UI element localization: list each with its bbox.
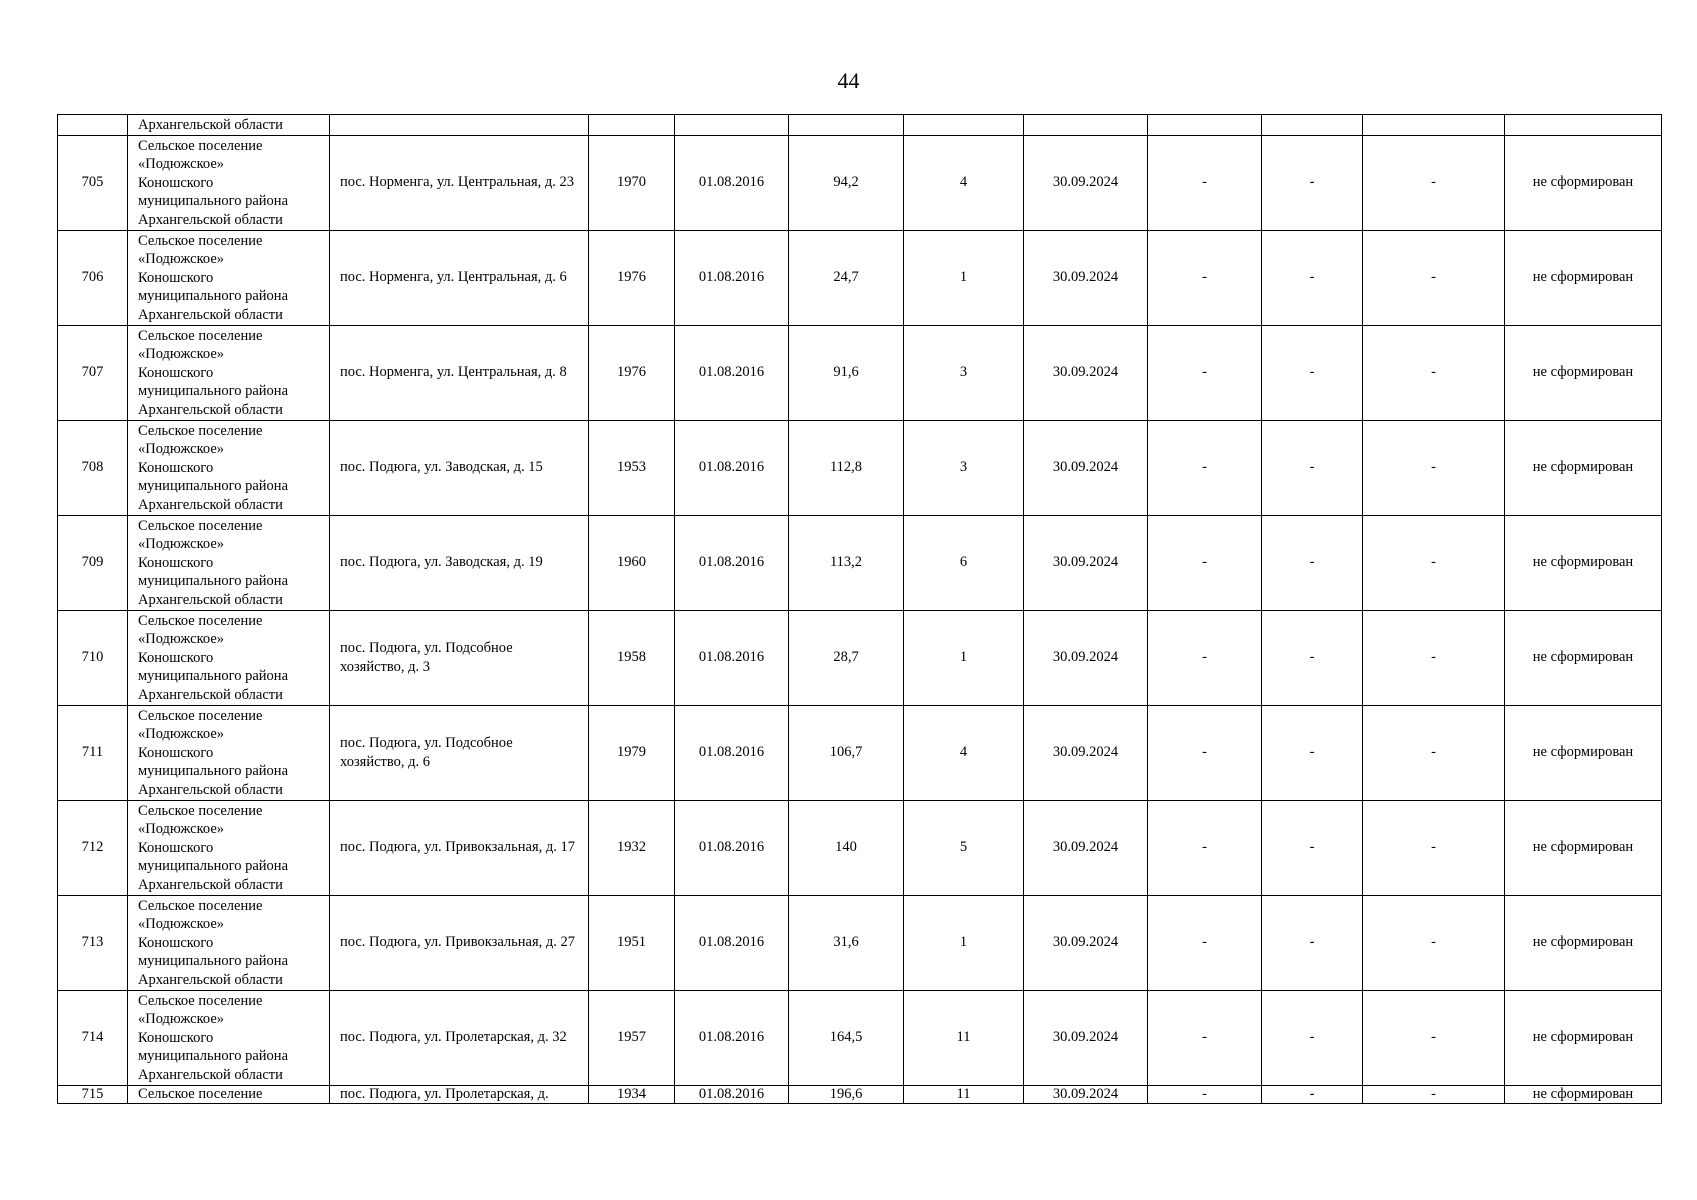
cell-col-11: - bbox=[1363, 325, 1505, 420]
cell-date: 01.08.2016 bbox=[675, 420, 789, 515]
cell-residents: 11 bbox=[904, 990, 1024, 1085]
owner-line: Сельское поселение bbox=[138, 612, 263, 629]
cell-year: 1976 bbox=[589, 325, 675, 420]
owner-line: «Подюжское» bbox=[138, 916, 225, 933]
cell-number: 712 bbox=[58, 800, 128, 895]
cell-col-9: - bbox=[1148, 135, 1262, 230]
cell-deadline: 30.09.2024 bbox=[1024, 420, 1148, 515]
cell-col-11: - bbox=[1363, 135, 1505, 230]
page-number: 44 bbox=[837, 68, 860, 93]
cell-date: 01.08.2016 bbox=[675, 1085, 789, 1103]
cell-number: 710 bbox=[58, 610, 128, 705]
cell-deadline: 30.09.2024 bbox=[1024, 1085, 1148, 1103]
table-row bbox=[58, 325, 1662, 420]
owner-line: Коношского bbox=[138, 554, 214, 571]
owner-line: муниципального района bbox=[138, 383, 288, 400]
owner-line: Архангельской области bbox=[138, 401, 283, 418]
cell-residents bbox=[904, 115, 1024, 136]
cell-col-10: - bbox=[1262, 420, 1363, 515]
cell-col-10: - bbox=[1262, 325, 1363, 420]
cell-area: 196,6 bbox=[789, 1085, 904, 1103]
cell-address: пос. Подюга, ул. Подсобное хозяйство, д. 6 bbox=[330, 705, 589, 800]
cell-residents: 5 bbox=[904, 800, 1024, 895]
cell-year bbox=[589, 115, 675, 136]
cell-status: не сформирован bbox=[1505, 895, 1662, 990]
owner-line: муниципального района bbox=[138, 193, 288, 210]
owner-line: Сельское поселение bbox=[138, 897, 263, 914]
cell-col-11: - bbox=[1363, 1085, 1505, 1103]
owner-line: Архангельской области bbox=[138, 876, 283, 893]
table-row bbox=[58, 895, 1662, 990]
cell-number: 706 bbox=[58, 230, 128, 325]
owner-line: Коношского bbox=[138, 174, 214, 191]
continued-row bbox=[58, 115, 1662, 136]
cell-owner bbox=[128, 230, 330, 325]
cell-address: пос. Подюга, ул. Привокзальная, д. 27 bbox=[330, 895, 589, 990]
cell-area: 140 bbox=[789, 800, 904, 895]
cell-year: 1960 bbox=[589, 515, 675, 610]
owner-line: Сельское поселение bbox=[138, 232, 263, 249]
cell-residents: 1 bbox=[904, 230, 1024, 325]
cell-address: пос. Подюга, ул. Подсобное хозяйство, д. 3 bbox=[330, 610, 589, 705]
table-row bbox=[58, 800, 1662, 895]
owner-line: Сельское поселение bbox=[138, 802, 263, 819]
cell-owner bbox=[128, 800, 330, 895]
cell-residents: 6 bbox=[904, 515, 1024, 610]
cell-number: 711 bbox=[58, 705, 128, 800]
cell-col-10: - bbox=[1262, 990, 1363, 1085]
cell-col-9: - bbox=[1148, 325, 1262, 420]
cell-status bbox=[1505, 115, 1662, 136]
cell-address: пос. Подюга, ул. Привокзальная, д. 17 bbox=[330, 800, 589, 895]
cell-owner: Сельское поселение bbox=[128, 1085, 330, 1103]
cell-address: пос. Норменга, ул. Центральная, д. 6 bbox=[330, 230, 589, 325]
cell-date: 01.08.2016 bbox=[675, 230, 789, 325]
cell-address: пос. Подюга, ул. Пролетарская, д. bbox=[330, 1085, 589, 1103]
cell-residents: 1 bbox=[904, 610, 1024, 705]
cell-col-10: - bbox=[1262, 895, 1363, 990]
cell-col-9 bbox=[1148, 115, 1262, 136]
cell-area: 94,2 bbox=[789, 135, 904, 230]
owner-line: Сельское поселение bbox=[138, 517, 263, 534]
cell-area: 91,6 bbox=[789, 325, 904, 420]
cell-col-10: - bbox=[1262, 800, 1363, 895]
cell-status: не сформирован bbox=[1505, 610, 1662, 705]
cell-status: не сформирован bbox=[1505, 420, 1662, 515]
owner-line: муниципального района bbox=[138, 953, 288, 970]
owner-line: «Подюжское» bbox=[138, 251, 225, 268]
owner-line: муниципального района bbox=[138, 763, 288, 780]
cell-deadline: 30.09.2024 bbox=[1024, 800, 1148, 895]
cell-date: 01.08.2016 bbox=[675, 705, 789, 800]
cell-col-10 bbox=[1262, 115, 1363, 136]
cell-area: 112,8 bbox=[789, 420, 904, 515]
owner-line: Коношского bbox=[138, 649, 214, 666]
cell-deadline: 30.09.2024 bbox=[1024, 705, 1148, 800]
cell-area: 31,6 bbox=[789, 895, 904, 990]
cell-deadline bbox=[1024, 115, 1148, 136]
cell-status: не сформирован bbox=[1505, 325, 1662, 420]
cell-col-10: - bbox=[1262, 230, 1363, 325]
cell-area: 106,7 bbox=[789, 705, 904, 800]
cell-address: пос. Подюга, ул. Заводская, д. 19 bbox=[330, 515, 589, 610]
cell-year: 1970 bbox=[589, 135, 675, 230]
cell-col-11 bbox=[1363, 115, 1505, 136]
cell-deadline: 30.09.2024 bbox=[1024, 230, 1148, 325]
cell-owner bbox=[128, 990, 330, 1085]
owner-line: Коношского bbox=[138, 459, 214, 476]
cell-deadline: 30.09.2024 bbox=[1024, 325, 1148, 420]
cell-col-11: - bbox=[1363, 990, 1505, 1085]
cell-col-10: - bbox=[1262, 135, 1363, 230]
cell-col-9: - bbox=[1148, 800, 1262, 895]
owner-line: Сельское поселение bbox=[138, 992, 263, 1009]
owner-line: Коношского bbox=[138, 364, 214, 381]
cell-address: пос. Норменга, ул. Центральная, д. 8 bbox=[330, 325, 589, 420]
cell-owner bbox=[128, 610, 330, 705]
cell-col-9: - bbox=[1148, 610, 1262, 705]
cell-date: 01.08.2016 bbox=[675, 515, 789, 610]
cell-number: 707 bbox=[58, 325, 128, 420]
cell-number bbox=[58, 115, 128, 136]
cell-status: не сформирован bbox=[1505, 800, 1662, 895]
cell-col-11: - bbox=[1363, 895, 1505, 990]
cell-owner bbox=[128, 420, 330, 515]
cell-status: не сформирован bbox=[1505, 990, 1662, 1085]
cell-col-10: - bbox=[1262, 705, 1363, 800]
cell-date: 01.08.2016 bbox=[675, 895, 789, 990]
cell-col-10: - bbox=[1262, 1085, 1363, 1103]
cell-address: пос. Подюга, ул. Пролетарская, д. 32 bbox=[330, 990, 589, 1085]
owner-line: Сельское поселение bbox=[138, 137, 263, 154]
table-row bbox=[58, 230, 1662, 325]
cell-number: 708 bbox=[58, 420, 128, 515]
owner-line: «Подюжское» bbox=[138, 346, 225, 363]
cell-col-11: - bbox=[1363, 515, 1505, 610]
owner-line: Архангельской области bbox=[138, 591, 283, 608]
owner-line: «Подюжское» bbox=[138, 821, 225, 838]
owner-line: «Подюжское» bbox=[138, 631, 225, 648]
owner-line: Архангельской области bbox=[138, 781, 283, 798]
owner-line: Архангельской области bbox=[138, 306, 283, 323]
cell-year: 1979 bbox=[589, 705, 675, 800]
cell-owner: Архангельской области bbox=[128, 115, 330, 136]
cell-col-11: - bbox=[1363, 800, 1505, 895]
cell-residents: 4 bbox=[904, 705, 1024, 800]
cell-owner bbox=[128, 705, 330, 800]
cell-owner bbox=[128, 895, 330, 990]
owner-line: Коношского bbox=[138, 1029, 214, 1046]
cell-owner bbox=[128, 135, 330, 230]
cell-area: 28,7 bbox=[789, 610, 904, 705]
cell-address: пос. Норменга, ул. Центральная, д. 23 bbox=[330, 135, 589, 230]
table-row bbox=[58, 610, 1662, 705]
cell-col-11: - bbox=[1363, 230, 1505, 325]
table-row bbox=[58, 515, 1662, 610]
owner-line: «Подюжское» bbox=[138, 156, 225, 173]
cell-deadline: 30.09.2024 bbox=[1024, 610, 1148, 705]
cell-residents: 11 bbox=[904, 1085, 1024, 1103]
cell-number: 714 bbox=[58, 990, 128, 1085]
cell-col-9: - bbox=[1148, 895, 1262, 990]
cell-col-9: - bbox=[1148, 230, 1262, 325]
cell-area: 24,7 bbox=[789, 230, 904, 325]
owner-line: муниципального района bbox=[138, 288, 288, 305]
cell-number: 715 bbox=[58, 1085, 128, 1103]
cell-col-9: - bbox=[1148, 420, 1262, 515]
cell-deadline: 30.09.2024 bbox=[1024, 895, 1148, 990]
cell-col-9: - bbox=[1148, 705, 1262, 800]
cell-col-11: - bbox=[1363, 610, 1505, 705]
cell-owner bbox=[128, 515, 330, 610]
cell-year: 1976 bbox=[589, 230, 675, 325]
owner-line: Архангельской области bbox=[138, 1066, 283, 1083]
owner-line: муниципального района bbox=[138, 573, 288, 590]
table-row bbox=[58, 135, 1662, 230]
cell-status: не сформирован bbox=[1505, 515, 1662, 610]
owner-line: Архангельской области bbox=[138, 971, 283, 988]
table-row bbox=[58, 420, 1662, 515]
cell-status: не сформирован bbox=[1505, 1085, 1662, 1103]
cell-col-10: - bbox=[1262, 515, 1363, 610]
owner-line: Коношского bbox=[138, 839, 214, 856]
cell-year: 1951 bbox=[589, 895, 675, 990]
owner-line: Сельское поселение bbox=[138, 327, 263, 344]
cell-col-9: - bbox=[1148, 990, 1262, 1085]
owner-line: муниципального района bbox=[138, 668, 288, 685]
cell-residents: 4 bbox=[904, 135, 1024, 230]
cell-date bbox=[675, 115, 789, 136]
cell-date: 01.08.2016 bbox=[675, 135, 789, 230]
cell-residents: 3 bbox=[904, 420, 1024, 515]
cell-date: 01.08.2016 bbox=[675, 610, 789, 705]
owner-line: Архангельской области bbox=[138, 496, 283, 513]
cell-date: 01.08.2016 bbox=[675, 800, 789, 895]
cell-status: не сформирован bbox=[1505, 705, 1662, 800]
cell-year: 1953 bbox=[589, 420, 675, 515]
table-row bbox=[58, 990, 1662, 1085]
cell-col-11: - bbox=[1363, 705, 1505, 800]
cell-deadline: 30.09.2024 bbox=[1024, 135, 1148, 230]
owner-line: муниципального района bbox=[138, 1048, 288, 1065]
cell-area: 113,2 bbox=[789, 515, 904, 610]
owner-line: «Подюжское» bbox=[138, 441, 225, 458]
cell-date: 01.08.2016 bbox=[675, 990, 789, 1085]
owner-line: «Подюжское» bbox=[138, 726, 225, 743]
cell-deadline: 30.09.2024 bbox=[1024, 515, 1148, 610]
owner-line: «Подюжское» bbox=[138, 1011, 225, 1028]
owner-line: Сельское поселение bbox=[138, 422, 263, 439]
cell-area bbox=[789, 115, 904, 136]
cell-year: 1958 bbox=[589, 610, 675, 705]
owner-line: Коношского bbox=[138, 744, 214, 761]
cell-deadline: 30.09.2024 bbox=[1024, 990, 1148, 1085]
cell-area: 164,5 bbox=[789, 990, 904, 1085]
owner-line: муниципального района bbox=[138, 478, 288, 495]
owner-line: Архангельской области bbox=[138, 686, 283, 703]
cell-residents: 3 bbox=[904, 325, 1024, 420]
cell-address: пос. Подюга, ул. Заводская, д. 15 bbox=[330, 420, 589, 515]
owner-line: Коношского bbox=[138, 934, 214, 951]
table-row-partial bbox=[58, 1085, 1662, 1103]
cell-col-10: - bbox=[1262, 610, 1363, 705]
cell-number: 713 bbox=[58, 895, 128, 990]
cell-number: 705 bbox=[58, 135, 128, 230]
cell-year: 1934 bbox=[589, 1085, 675, 1103]
owner-line: Архангельской области bbox=[138, 211, 283, 228]
cell-date: 01.08.2016 bbox=[675, 325, 789, 420]
table-row bbox=[58, 705, 1662, 800]
owner-line: Сельское поселение bbox=[138, 707, 263, 724]
cell-status: не сформирован bbox=[1505, 230, 1662, 325]
cell-year: 1957 bbox=[589, 990, 675, 1085]
cell-residents: 1 bbox=[904, 895, 1024, 990]
cell-address bbox=[330, 115, 589, 136]
housing-registry-table bbox=[57, 114, 1662, 1104]
cell-col-9: - bbox=[1148, 515, 1262, 610]
owner-line: Коношского bbox=[138, 269, 214, 286]
cell-col-9: - bbox=[1148, 1085, 1262, 1103]
owner-line: «Подюжское» bbox=[138, 536, 225, 553]
cell-number: 709 bbox=[58, 515, 128, 610]
cell-owner bbox=[128, 325, 330, 420]
cell-status: не сформирован bbox=[1505, 135, 1662, 230]
cell-year: 1932 bbox=[589, 800, 675, 895]
owner-line: муниципального района bbox=[138, 858, 288, 875]
cell-col-11: - bbox=[1363, 420, 1505, 515]
